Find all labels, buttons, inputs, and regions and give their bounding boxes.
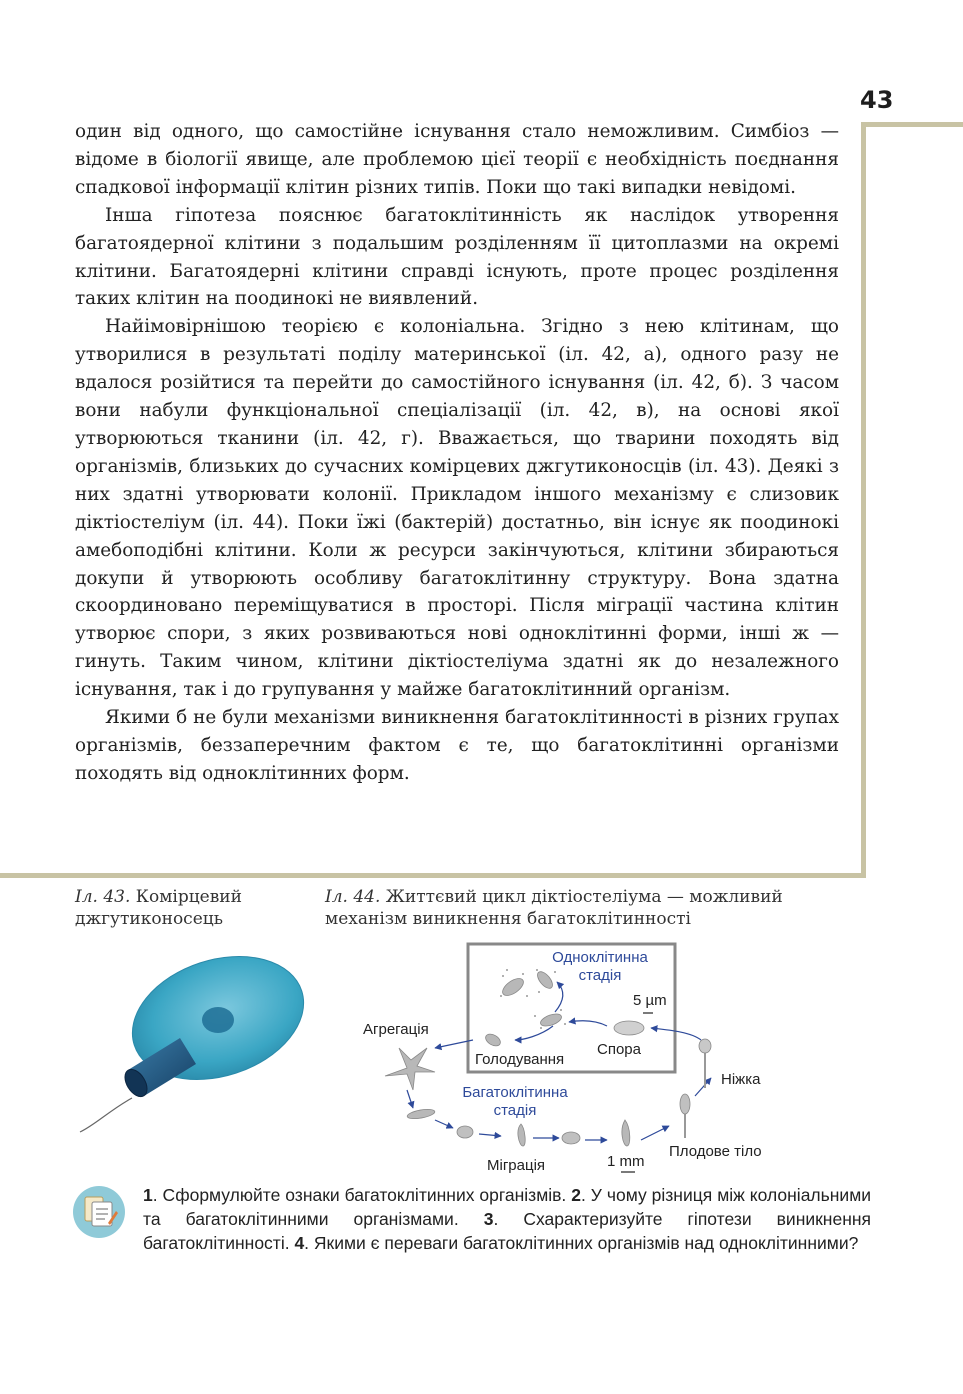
starving-cell [484, 1032, 503, 1049]
figure-43-caption-text: Комірцевий джгутиконосець [75, 887, 242, 929]
paragraph-2: Інша гіпотеза пояснює багатоклітинність як наслідок утворення багатоядерної клітини з подальшим розділенням її цитоплазми на окремі клітини. Багатоядерні клітини справді існують, проте процес розділення таких клітин на поодинокі не виявлений. [75, 204, 839, 310]
figure-44-caption-text: Життєвий цикл діктіостеліума — можливий механізм виникнення багатоклітинності [325, 887, 783, 929]
aggregation-stream [385, 1048, 435, 1090]
spore-cell [614, 1021, 644, 1035]
frame-bottom-border [0, 873, 866, 878]
amoeba-cell [539, 1012, 563, 1029]
amoeba-cell [535, 969, 556, 991]
figure-43-label: Іл. 43. [75, 887, 131, 907]
cycle-arrow [479, 1134, 501, 1136]
cycle-arrow [641, 1126, 669, 1140]
question-3-number: 3 [483, 1209, 494, 1229]
figure-44-caption [325, 886, 870, 930]
unicellular-stage-label-line1: Одноклітинна [552, 949, 648, 966]
page-number: 43 [860, 86, 894, 114]
unicellular-stage-label-line2: стадія [578, 967, 622, 984]
early-fruiting-stage [622, 1120, 630, 1146]
paragraph-1: один від одного, що самостійне існування стало неможливим. Симбіоз — відоме в біології явище, але проблемою цієї теорії є необхідність поєднання спадкової інформації клітин різних типів. Поки що такі випадки невідомі. [75, 121, 839, 198]
cycle-arrow [569, 1021, 607, 1026]
figure-43-choanoflagellate-illustration [70, 940, 310, 1140]
cycle-arrow [695, 1078, 711, 1096]
paragraph-4: Якими б не були механізми виникнення багатоклітинності в різних групах організмів, беззаперечним фактом є те, що багатоклітинні організми походять від одноклітинних форм. [75, 707, 839, 784]
main-text [75, 118, 839, 788]
paragraph-3: Найімовірнішою теорією є колоніальна. Згідно з нею клітинам, що утворилися в результаті поділу материнської (іл. 42, а), одного разу не вдалося розійтися та перейти до самостійного існування (іл. 42, б). З часом вони набули функціональної спеціалізації (іл. 42, в), на основі якої утворюються тканини (іл. 42, г). Вважається, що тварини походять від організмів, близьких до сучасних комірцевих джгутиконосців (іл. 43). Деякі з них здатні утворювати колонії. Прикладом іншого механізму є слизовик діктіостеліум (іл. 44). Поки їжі (бактерій) достатньо, він існує як поодинокі амебоподібні клітини. Коли ж ресурси закінчуються, клітини збираються докупи й утворюють особливу багатоклітинну структуру. Вона здатна скоординовано переміщуватися в просторі. Після міграції частина клітин утворює спори, з яких розвиваються нові одноклітинні форми, інші ж — гинуть. Таким чином, клітини діктіостеліума здатні як до незалежного існування, так і до групування у майже багатоклітинний організм. [75, 316, 839, 701]
scale-5um-label: 5 µm [633, 992, 667, 1009]
review-questions [143, 1183, 871, 1255]
frame-right-border [861, 122, 866, 878]
fruiting-body-label: Плодове тіло [669, 1143, 762, 1160]
fruiting-body-cap [680, 1094, 690, 1114]
multicellular-stage-label-line1: Багатоклітинна [462, 1084, 568, 1101]
question-1: . Сформулюйте ознаки багатоклітинних організмів. [152, 1185, 572, 1205]
stalk-label: Ніжка [721, 1071, 761, 1088]
question-1-number: 1 [143, 1185, 153, 1205]
figure-43-caption [75, 886, 285, 930]
figure-44-life-cycle-diagram [355, 940, 815, 1180]
figure-44-label: Іл. 44. [325, 887, 381, 907]
question-2-number: 2 [571, 1185, 581, 1205]
migrating-slug [518, 1124, 525, 1146]
cycle-arrow [515, 1026, 553, 1040]
culmination-stage [562, 1132, 580, 1144]
sorus [699, 1039, 711, 1053]
questions-icon [72, 1185, 126, 1239]
spore-label: Спора [597, 1041, 641, 1058]
amoeba-cell [500, 975, 527, 999]
question-2: . У чому різниця між колоніальними та багатоклітинними організмами. [143, 1185, 871, 1229]
question-3: . Схарактеризуйте гіпотези виникнення багатоклітинності. [143, 1209, 871, 1253]
scale-1mm-label: 1 mm [607, 1153, 645, 1170]
slug-stage [457, 1126, 473, 1138]
question-4: . Якими є переваги багатоклітинних організмів над одноклітинними? [304, 1233, 859, 1253]
frame-top-right-border [861, 122, 963, 127]
mound-stage [407, 1108, 436, 1121]
cycle-arrow [435, 1120, 453, 1128]
cycle-arrow [555, 982, 563, 1012]
multicellular-stage-label-line2: стадія [493, 1102, 537, 1119]
cycle-arrow [407, 1090, 413, 1108]
migration-label: Міграція [487, 1157, 546, 1174]
question-4-number: 4 [294, 1233, 305, 1253]
starvation-label: Голодування [475, 1051, 565, 1068]
aggregation-label: Агрегація [363, 1021, 429, 1038]
